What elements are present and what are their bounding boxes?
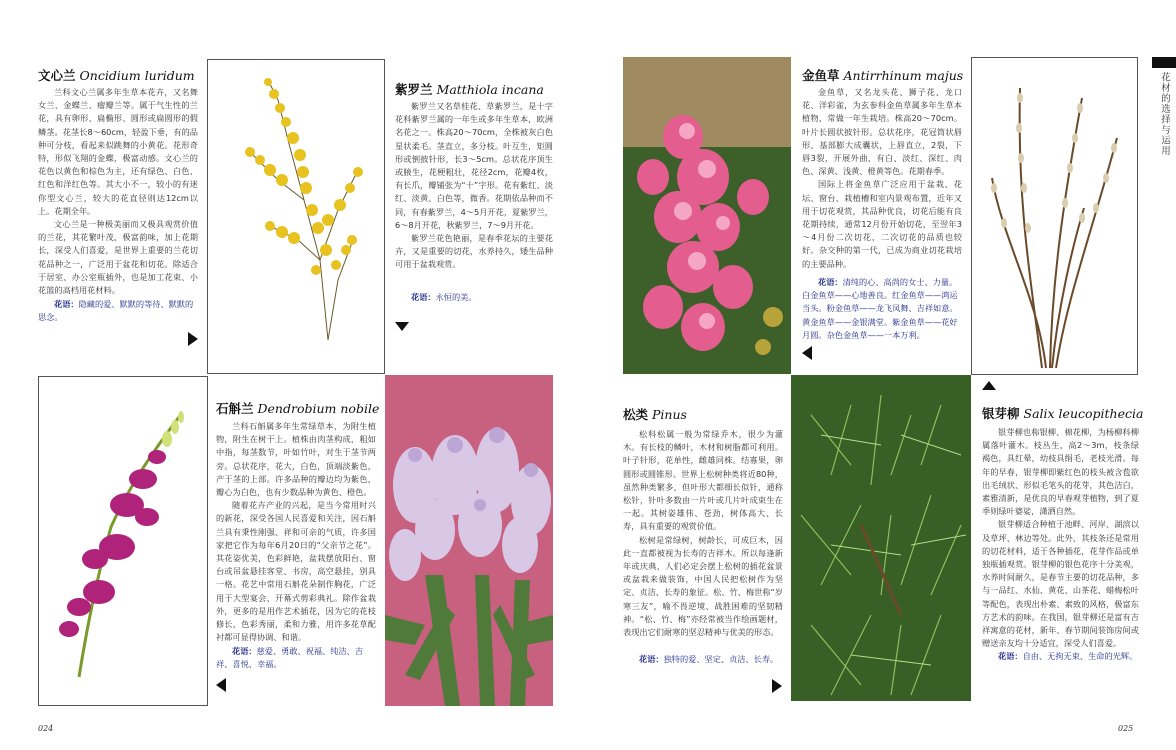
antirrhinum-paragraph-1: 金鱼草，又名龙头花、狮子花、龙口花、洋彩雀，为玄参科金鱼草属多年生草本植物，常做一年生栽培。株高20～70cm。叶片长圆状披针形。总状花序，花冠筒状唇形，基部膨大成囊状，上唇直立，2裂，下唇3裂，开展外曲，有白、淡红、深红、肉色、深黄、浅黄、橙黄等色。花期春季。: [802, 87, 962, 177]
pinus-title: [623, 405, 687, 423]
oncidium-description: [38, 86, 198, 297]
salix-paragraph-1: 银芽柳也称银柳、棉花柳，为杨柳科柳属落叶灌木。枝丛生，高2～3m，枝条绿褐色，具红晕，幼枝具绢毛，老枝光滑。每年的早春，银芽柳即紫红色的枝头被含苞欲出毛绒状、形似毛笔头的花芽，其色洁白，素雅清新，是优良的早春观芽植物，到了夏季则绿叶婆娑，潇洒自然。: [982, 427, 1139, 517]
dendrobium-description: [216, 420, 376, 644]
flower-language-label: 花语：: [232, 646, 257, 656]
matthiola-paragraph-1: 紫罗兰又名草桂花、草紫罗兰，是十字花科紫罗兰属的一年生或多年生草本，欧洲名花之一。株高20～70cm，全株被灰白色星状柔毛。茎直立，多分枝。叶互生，矩圆形或倒披针形，长3～5cm。总状花序顶生或腋生，花梗粗壮，花径2cm，花瓣4枚，有长爪，瓣铺张为“十”字形。花有紫红、淡红、淡黄、白色等，微香。花期依品种而不同，有春紫罗兰，4～5月开花，夏紫罗兰，6～8月开花，秋紫罗兰，7～9月开花。: [395, 101, 553, 230]
matthiola-latin-name: Matthiola incana: [436, 82, 544, 97]
matthiola-title: [395, 80, 544, 98]
side-tab-label: 花材的选择与运用: [1159, 72, 1170, 156]
pinus-latin-name: Pinus: [652, 407, 687, 422]
flower-language-text: 慈爱、勇敢、祝福、纯洁、吉祥、喜悦、幸福。: [216, 646, 364, 670]
arrow-right-icon: [772, 679, 782, 693]
dendrobium-photo-frame: [38, 376, 208, 706]
oncidium-paragraph-1: 兰科文心兰属多年生草本花卉，又名舞女兰、金蝶兰、瘤瓣兰等。属于气生性的兰花，具有卵形、扁椭形、圆形或扁圆形的假鳞茎。花茎长8～60cm，轻盈下垂，有的品种可分枝，看起来似跳舞的小黄花。花形奇特，形似飞翔的金蝶，极富动感。文心兰的花色以黄色和棕色为主，还有绿色、白色、红色和洋红色等。其大小不一，较小的有迷你型文心兰，较大的花直径则达12cm以上。花期全年。: [38, 87, 198, 216]
oncidium-paragraph-2: 文心兰是一种极美丽而又极具观赏价值的兰花，其花繁叶茂，极富韵味，加上花期长，深受人们喜爱，是世界上重要的兰花切花品种之一，广泛用于盆花和切花。除适合于居室、办公室瓶插外，也是加工花束、小花篮的高档用花材料。: [38, 219, 198, 296]
salix-latin-name: Salix leucopithecia: [1023, 406, 1144, 421]
page-number-left: 024: [38, 724, 54, 733]
oncidium-title: [38, 66, 195, 84]
antirrhinum-cn-name: 金鱼草: [802, 68, 840, 83]
matthiola-flower-language: [395, 291, 553, 304]
dendrobium-latin-name: Dendrobium nobile: [257, 401, 380, 416]
dendrobium-paragraph-2: 随着花卉产业的兴起，是当今常用时兴的新花，深受各国人民喜爱和关注，因石斛兰具有秉性刚强、祥和可亲的气质，许多国家把它作为每年6月20日的“父亲节之花”。其花姿优美，色彩鲜艳，盆栽摆放阳台、窗台或吊盆悬挂客堂、书房，高空悬挂，别具一格。花艺中常用石斛花朵制作胸花，广泛用于大型宴会、开幕式剪彩典礼。除作盆栽外，更多的是用作艺术插花，因为它的花枝修长，色彩秀丽，柔和力雅，用许多花草配衬都可显得协调、和谐。: [216, 500, 376, 643]
antirrhinum-latin-name: Antirrhinum majus: [843, 68, 964, 83]
salix-description: [982, 426, 1139, 650]
pinus-description: [623, 428, 783, 639]
flower-language-label: 花语：: [818, 277, 843, 287]
antirrhinum-flower-language: [802, 276, 962, 342]
oncidium-photo: [208, 60, 384, 373]
salix-photo: [972, 58, 1137, 374]
arrow-down-icon: [395, 322, 409, 331]
pinus-flower-language: [623, 653, 783, 666]
antirrhinum-description: [802, 86, 962, 271]
salix-flower-language: [982, 650, 1139, 663]
flower-language-label: 花语：: [411, 292, 436, 302]
flower-language-text: 清纯的心、高尚的女士、力量。白金鱼草——心地善良。红金鱼草——鸿运当头。粉金鱼草——龙飞凤舞、吉祥如意。黄金鱼草——金银满堂。紫金鱼草——花好月圆。杂色金鱼草——一本万利。: [802, 277, 958, 340]
salix-cn-name: 银芽柳: [982, 406, 1020, 421]
antirrhinum-title: [802, 66, 963, 84]
oncidium-cn-name: 文心兰: [38, 68, 76, 83]
pinus-paragraph-1: 松科松属一般为常绿乔木，很少为灌木。有长枝的鳞叶，木材和树脂都可利用。叶子针形，花单性，雌雄同株。结寡果，卵圆形或圆锥形。世界上松树种类将近80种，虽然种类繁多，但叶形大都细长似针，通称松针，针叶多数由一片叶或几片叶成束生在一起。其树姿雄伟、苍劲，树体高大、长寿，具有重要的观赏价值。: [623, 429, 783, 532]
arrow-left-icon: [216, 678, 226, 692]
dendrobium-cn-name: 石斛兰: [216, 401, 254, 416]
matthiola-cn-name: 紫罗兰: [395, 82, 433, 97]
dendrobium-title: [216, 399, 379, 417]
page-number-right: 025: [1118, 724, 1134, 733]
antirrhinum-paragraph-2: 国际上将金鱼草广泛应用于盆栽、花坛、窗台、栽植槽和室内景观布置，近年又用于切花观赏，其品种优良，切花后能有良花期持续，通常12月份开始切花，至翌年3～4月份二次切花，二次切花的品质也较好。杂交种的第一代，已成为商业切花栽培的主要品种。: [802, 179, 962, 269]
arrow-up-icon: [982, 381, 996, 390]
flower-language-label: 花语：: [639, 654, 664, 664]
salix-paragraph-2: 银芽柳适合种植于池畔、河岸、湖滨以及草坪、林边等处。此外，其枝条还是常用的切花材料，适于各种插花，花芽作品或单独瓶插观赏。银芽柳的银色花序十分美观，水养时间耐久，是春节主要的切花品种，多与一品红、水仙、黄花、山茶花、蜡梅松叶等配色，表现出朴素、素致的风格，极富东方艺术的韵味。在我国，银芽柳还是富有吉祥寓意的花材，新年、春节期间装饰房间或赠送亲友均十分适宜，深受人们喜爱。: [982, 519, 1139, 649]
antirrhinum-photo: [623, 57, 791, 374]
salix-title: [982, 404, 1143, 422]
pinus-photo: [791, 375, 971, 701]
dendrobium-flower-language: [216, 645, 376, 671]
matthiola-paragraph-2: 紫罗兰花色艳丽，是春季花坛的主要花卉，又是重要的切花，水养持久，矮生品种可用于盆栽观赏。: [395, 233, 553, 270]
pinus-cn-name: 松类: [623, 407, 649, 422]
dendrobium-photo: [39, 377, 207, 705]
flower-language-text: 永恒的美。: [435, 292, 477, 302]
flower-language-text: 自由、无拘无束、生命的光辉。: [1022, 651, 1138, 661]
flower-language-label: 花语：: [998, 651, 1023, 661]
arrow-left-icon: [802, 346, 812, 360]
pinus-paragraph-2: 松树是常绿树，树龄长，可成巨木，因此一直都被视为长寿的吉祥木。所以每逢新年或庆典，人们必定会摆上松树的插花盆景或盆栽来做装饰，中国人民把松树作为坚定、贞洁、长寿的象征。松、竹、梅世称“岁寒三友”，喻不畏逆境、战胜困难的坚韧精神。“松、竹、梅”亦经常被当作绘画题材，表现出它们耐寒的坚忍精神与优美的形态。: [623, 534, 783, 638]
dendrobium-paragraph-1: 兰科石斛属多年生常绿草本，为附生植物，附生在树干上。植株由肉茎构成，粗如中指，每茎数节，叶如竹叶，对生于茎节两旁。总状花序，花大，白色，顶端淡紫色，产于茎的上部。许多品种的瓣边均为紫色，瓣心为白色，也有少数品种为黄色、橙色。: [216, 421, 376, 498]
oncidium-latin-name: Oncidium luridum: [79, 68, 195, 83]
matthiola-photo: [385, 375, 553, 706]
side-tab-marker: [1152, 57, 1176, 68]
flower-language-label: 花语：: [54, 299, 79, 309]
matthiola-description: [395, 100, 553, 272]
oncidium-flower-language: [38, 298, 198, 324]
flower-language-text: 隐藏的爱、默默的等待、默默的思念。: [38, 299, 194, 323]
salix-photo-frame: [971, 57, 1138, 375]
arrow-right-icon: [188, 332, 198, 346]
flower-language-text: 独特的爱、坚定、贞洁、长寿。: [663, 654, 779, 664]
oncidium-photo-frame: [207, 59, 385, 374]
